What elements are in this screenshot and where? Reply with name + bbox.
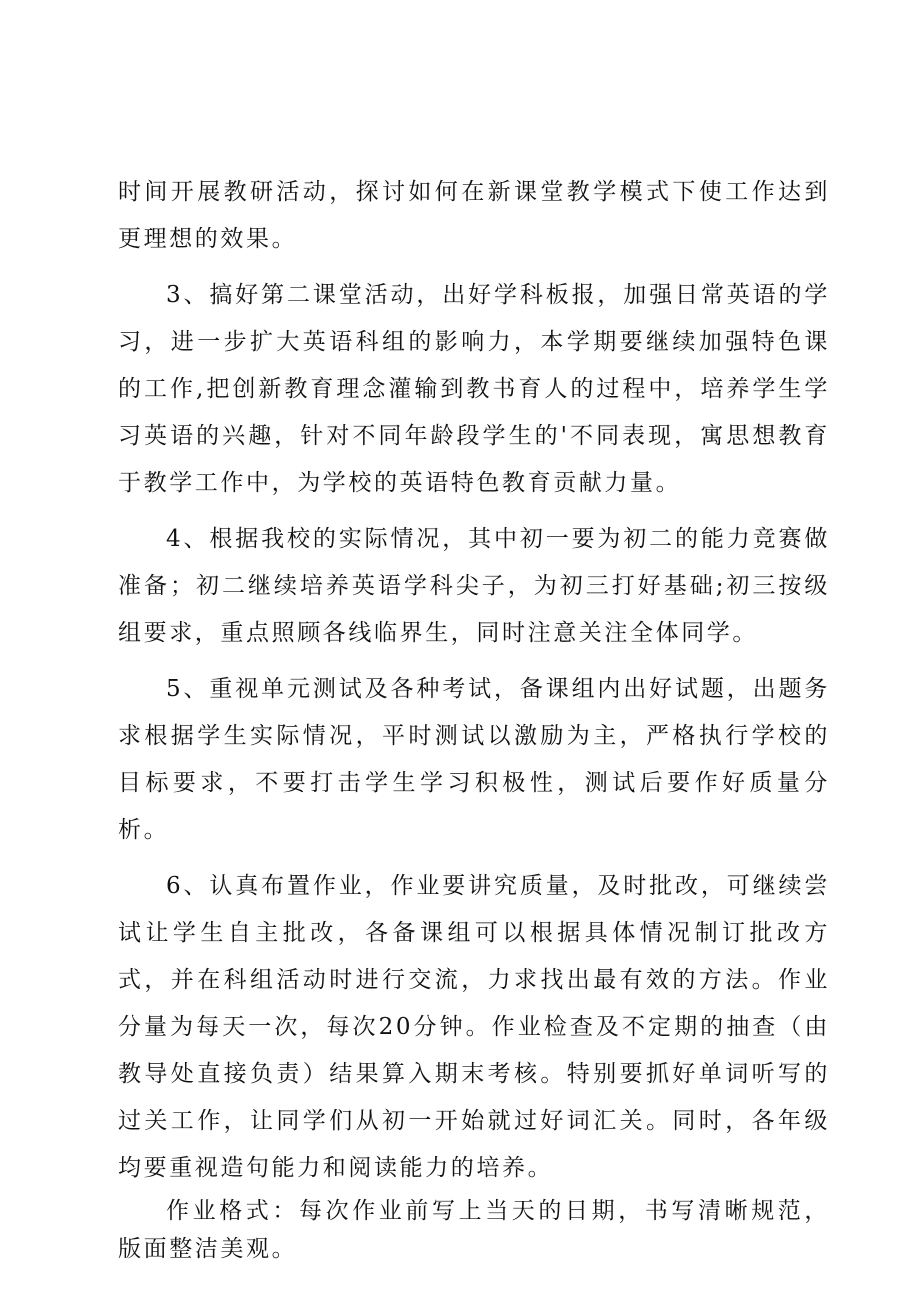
paragraph-homework-format: 作业格式：每次作业前写上当天的日期，书写清晰规范，版面整洁美观。: [118, 1198, 830, 1262]
paragraph-item-4: 4、根据我校的实际情况，其中初一要为初二的能力竞赛做准备；初二继续培养英语学科尖子，为初三打好基础;初三按级组要求，重点照顾各线临界生，同时注意关注全体同学。: [118, 526, 830, 646]
paragraph-continuation: 时间开展教研活动，探讨如何在新课堂教学模式下使工作达到更理想的效果。: [118, 179, 830, 252]
document-body: [118, 169, 830, 1268]
paragraph-item-3: 3、搞好第二课堂活动，出好学科板报，加强日常英语的学习，进一步扩大英语科组的影响力，本学期要继续加强特色课的工作,把创新教育理念灌输到教书育人的过程中，培养学生学习英语的兴趣，针对不同年龄段学生的'不同表现，寓思想教育于教学工作中，为学校的英语特色教育贡献力量。: [118, 282, 830, 496]
paragraph-item-5: 5、重视单元测试及各种考试，备课组内出好试题，出题务求根据学生实际情况，平时测试以激励为主，严格执行学校的目标要求，不要打击学生学习积极性，测试后要作好质量分析。: [118, 676, 830, 843]
paragraph-item-6: 6、认真布置作业，作业要讲究质量，及时批改，可继续尝试让学生自主批改，各备课组可以根据具体情况制订批改方式，并在科组活动时进行交流，力求找出最有效的方法。作业分量为每天一次，每次20分钟。作业检查及不定期的抽查（由教导处直接负责）结果算入期末考核。特别要抓好单词听写的过关工作，让同学们从初一开始就过好词汇关。同时，各年级均要重视造句能力和阅读能力的培养。: [118, 873, 830, 1181]
